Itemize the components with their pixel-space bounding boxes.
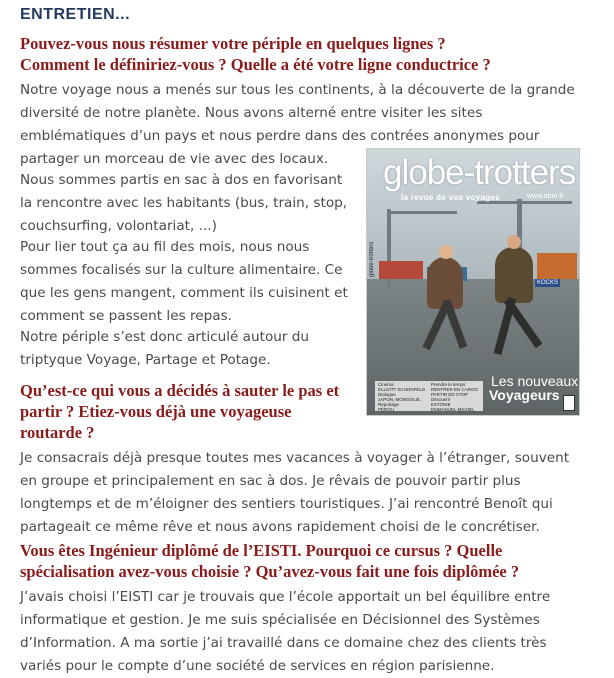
cover-contents-item: Reportage (378, 402, 400, 407)
answer-1-paragraph-3 (20, 236, 360, 328)
text-line: diversité de notre planète. Nous avons alterné entre visiter les sites (20, 105, 483, 121)
text-line: informatique et gestion. Je me suis spécialisée en Décisionnel des Systèmes (20, 612, 540, 628)
cover-contents-left (378, 382, 425, 412)
cover-contents-item: EMMANUEL MICHEL (431, 407, 475, 412)
text-line: la rencontre avec les habitants (bus, train, stop, (20, 195, 348, 211)
question-line: Pouvez-vous nous résumer votre périple en quelques lignes ? (20, 34, 446, 53)
barcode-icon (563, 395, 575, 411)
cover-contents-item: Dialogue (378, 392, 396, 397)
question-line: Qu’est-ce qui vous a décidés à sauter le pas et (20, 381, 340, 400)
text-line: J’avais choisi l’EISTI car je trouvais que l’école apportait un bel équilibre entre (20, 589, 551, 605)
answer-1-paragraph-4 (20, 326, 360, 372)
text-line: triptyque Voyage, Partage et Potage. (20, 352, 271, 368)
crane-arm (387, 211, 457, 214)
question-line: routarde ? (20, 423, 95, 442)
cover-tagline: la revue de vos voyages (401, 193, 500, 202)
cover-sign: KOCKS (537, 280, 559, 286)
text-line: comment se passent les repas. (20, 308, 232, 324)
cover-contents-item: ESTONIE (431, 402, 451, 407)
question-line: spécialisation avez-vous choisie ? Qu’avez-vous fait une fois diplômée ? (20, 562, 520, 581)
text-line: partager un morceau de vie avec des locaux. (20, 151, 329, 167)
cover-headline: Voyageurs (489, 387, 560, 403)
text-line: Notre voyage nous a menés sur tous les continents, à la découverte de la grande (20, 82, 575, 98)
answer-3 (20, 586, 604, 678)
magazine-cover-image (366, 148, 580, 416)
cover-contents-item: RENTRER EN CARGO (431, 387, 479, 392)
cover-spine-text: globe-trotters (369, 241, 375, 277)
cover-contents-right (431, 382, 478, 412)
traveller-backpack (495, 247, 533, 303)
text-line: en groupe et principalement en sac à dos. Je rêvais de pouvoir partir plus (20, 473, 521, 489)
text-line: variés pour le compte d’une société de services en région parisienne. (20, 658, 495, 674)
text-line: Nous sommes partis en sac à dos en favorisant (20, 172, 343, 188)
text-line: emblématiques d’un pays et nous perdre dans des contrées anonymes pour (20, 128, 540, 144)
cover-contents-item: Prendre le temps (431, 382, 466, 387)
text-line: d’Information. A ma sortie j’ai travaillé dans ce domaine chez des clients très (20, 635, 547, 651)
question-1 (20, 33, 491, 75)
cover-contents-item: Découvrir (431, 397, 451, 402)
question-line: partir ? Etiez-vous déjà une voyageuse (20, 402, 292, 421)
cargo-container (379, 261, 423, 279)
text-line: longtemps et de m’éloigner des sentiers touristiques. J’ai rencontré Benoît qui (20, 496, 553, 512)
text-line: Notre périple s’est donc articulé autour du (20, 329, 310, 345)
answer-1-paragraph-2 (20, 169, 360, 238)
cover-contents-panel (375, 381, 483, 411)
cover-contents-item: PARTIR EN STOP (431, 392, 469, 397)
section-heading: ENTRETIEN... (20, 6, 131, 23)
cover-contents-item: PÉROU (378, 407, 395, 412)
traveller-head (507, 235, 521, 249)
traveller-head (439, 245, 453, 259)
question-3 (20, 540, 519, 582)
question-2 (20, 380, 339, 443)
cover-contents-item: JAPON, MONGOLIE, (378, 397, 422, 402)
text-line: Je consacrais déjà presque toutes mes vacances à voyager à l’étranger, souvent (20, 450, 570, 466)
answer-2 (20, 447, 604, 539)
cover-url: www.abm.fr (527, 193, 564, 200)
text-line: que les gens mangent, comment ils cuisinent et (20, 285, 348, 301)
text-line: couchsurfing, volontariat, ...) (20, 218, 217, 234)
text-line: partageait ce même rêve et nous avons rapidement choisi de le concrétiser. (20, 519, 540, 535)
question-line: Comment le définiriez-vous ? Quelle a été votre ligne conductrice ? (20, 55, 491, 74)
cover-contents-item: Cinéma (378, 382, 394, 387)
text-line: sommes focalisés sur la culture alimentaire. Ce (20, 262, 343, 278)
cargo-container (537, 253, 577, 279)
cover-title: globe-trotters (383, 153, 576, 192)
cover-contents-item: ELLIOTT SCHONFELD (378, 387, 426, 392)
text-line: Pour lier tout ça au fil des mois, nous nous (20, 239, 310, 255)
cover-headline-small: Les nouveaux (491, 373, 579, 389)
question-line: Vous êtes Ingénieur diplômé de l’EISTI. Pourquoi ce cursus ? Quelle (20, 541, 503, 560)
